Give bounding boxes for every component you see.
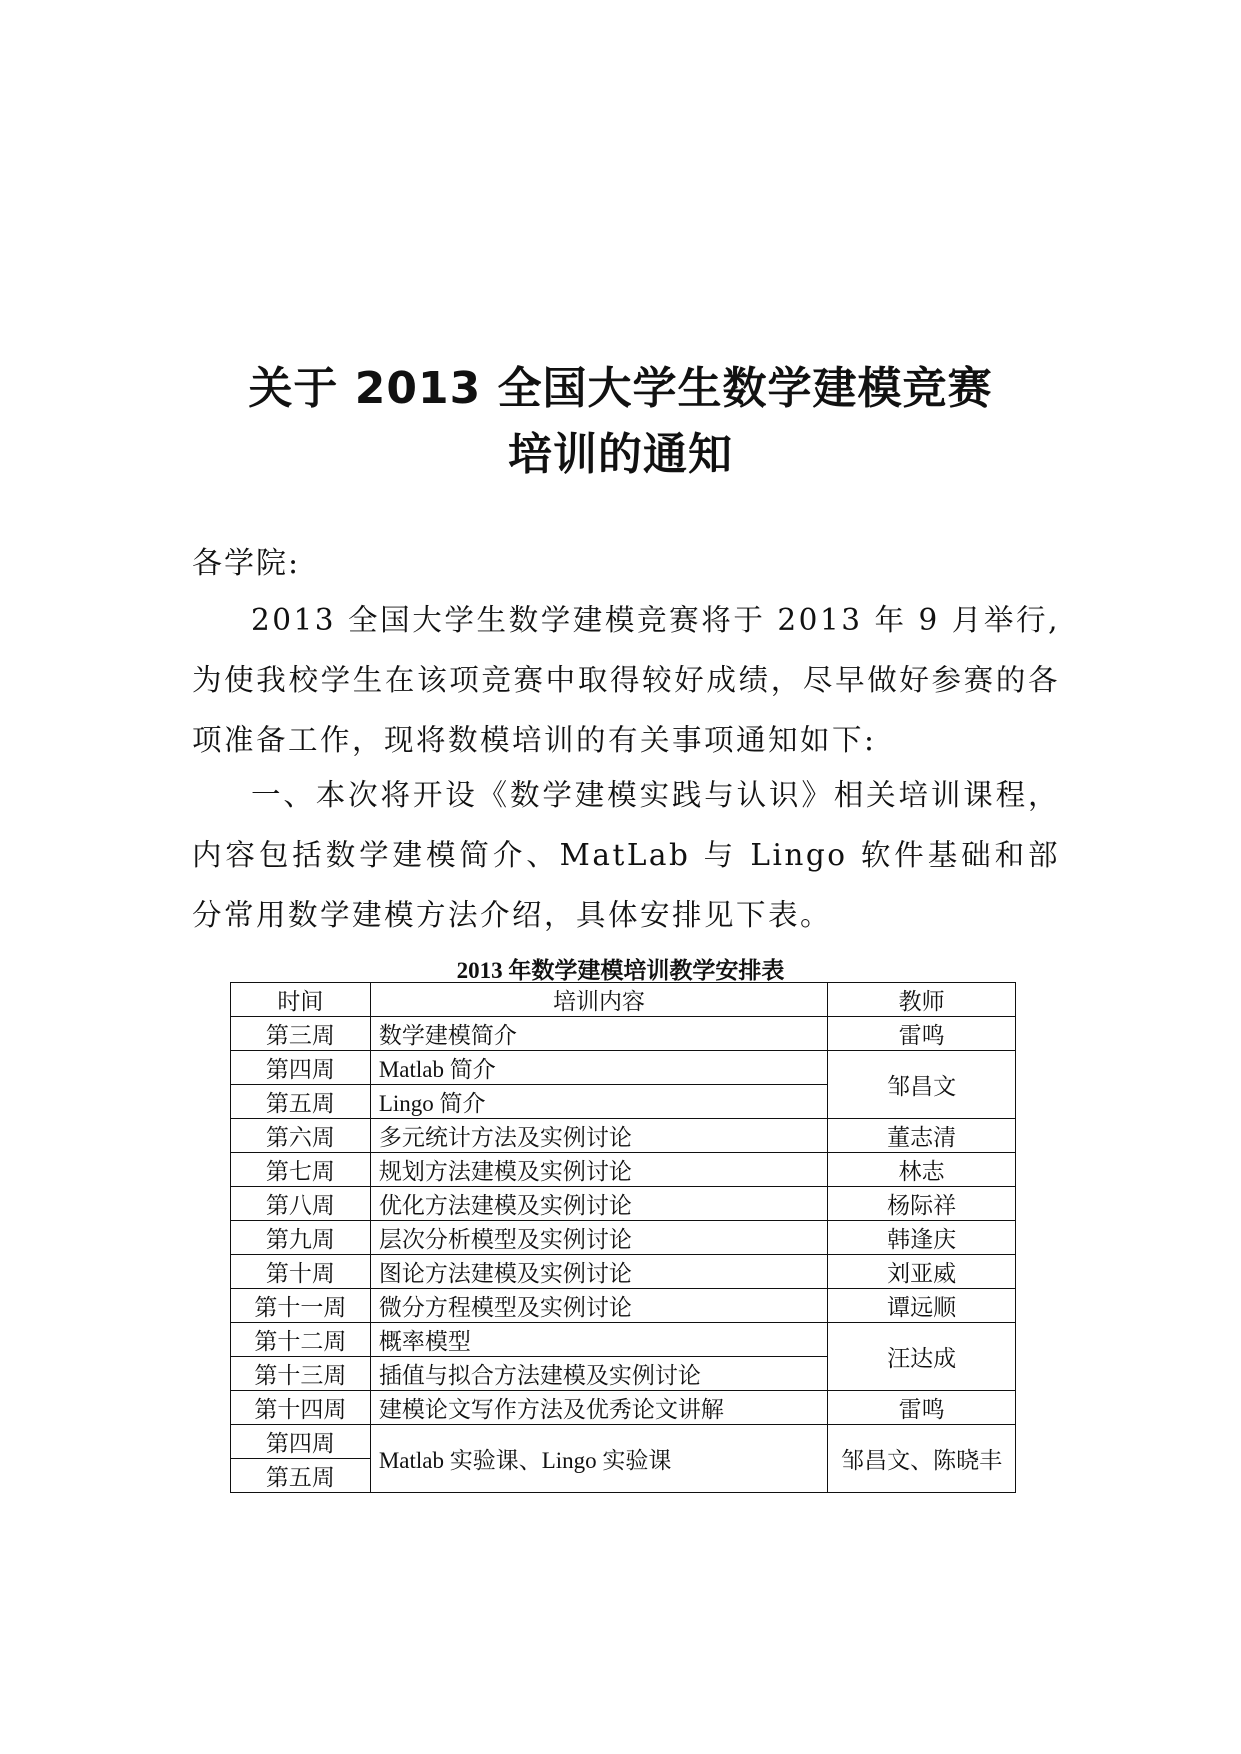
table-row	[231, 1051, 1016, 1085]
table-header-row	[231, 983, 1016, 1017]
cell-week: 第十二周	[231, 1323, 371, 1357]
table-row	[231, 1289, 1016, 1323]
cell-content: 图论方法建模及实例讨论	[370, 1255, 827, 1289]
cell-teacher: 邹昌文	[828, 1051, 1016, 1119]
cell-teacher: 雷鸣	[828, 1391, 1016, 1425]
cell-content: 建模论文写作方法及优秀论文讲解	[370, 1391, 827, 1425]
table-row	[231, 1391, 1016, 1425]
cell-teacher: 董志清	[828, 1119, 1016, 1153]
cell-teacher: 汪达成	[828, 1323, 1016, 1391]
table-caption: 2013 年数学建模培训教学安排表	[456, 958, 785, 983]
header-content: 培训内容	[370, 983, 827, 1017]
header-week: 时间	[231, 983, 371, 1017]
cell-week: 第六周	[231, 1119, 371, 1153]
table-row	[231, 1187, 1016, 1221]
cell-teacher: 刘亚威	[828, 1255, 1016, 1289]
cell-week: 第十三周	[231, 1357, 371, 1391]
cell-week: 第九周	[231, 1221, 371, 1255]
cell-week: 第十四周	[231, 1391, 371, 1425]
table-row	[231, 1425, 1016, 1459]
cell-week: 第五周	[231, 1085, 371, 1119]
cell-week: 第五周	[231, 1459, 371, 1493]
cell-teacher: 林志	[828, 1153, 1016, 1187]
paragraph-item-1: 一、本次将开设《数学建模实践与认识》相关培训课程，内容包括数学建模简介、MatLab 与 Lingo 软件基础和部分常用数学建模方法介绍，具体安排见下表。	[192, 778, 1060, 932]
cell-content: 概率模型	[370, 1323, 827, 1357]
cell-teacher: 雷鸣	[828, 1017, 1016, 1051]
table-row	[231, 1255, 1016, 1289]
cell-content: 数学建模简介	[370, 1017, 827, 1051]
cell-content: 微分方程模型及实例讨论	[370, 1289, 827, 1323]
cell-week: 第三周	[231, 1017, 371, 1051]
header-teacher: 教师	[828, 983, 1016, 1017]
table-row	[231, 1221, 1016, 1255]
cell-teacher: 邹昌文、陈晓丰	[828, 1425, 1016, 1493]
cell-teacher: 杨际祥	[828, 1187, 1016, 1221]
table-row	[231, 1119, 1016, 1153]
cell-content: Lingo 简介	[370, 1085, 827, 1119]
cell-teacher: 谭远顺	[828, 1289, 1016, 1323]
training-schedule-table	[230, 982, 1016, 1493]
document-title-line-1: 关于 2013 全国大学生数学建模竞赛	[248, 363, 993, 414]
cell-content: Matlab 实验课、Lingo 实验课	[370, 1425, 827, 1493]
table-row	[231, 1017, 1016, 1051]
cell-week: 第十周	[231, 1255, 371, 1289]
cell-content: 插值与拟合方法建模及实例讨论	[370, 1357, 827, 1391]
cell-week: 第四周	[231, 1051, 371, 1085]
document-title-line-2: 培训的通知	[508, 429, 733, 480]
cell-content: 多元统计方法及实例讨论	[370, 1119, 827, 1153]
salutation: 各学院:	[192, 546, 301, 581]
cell-content: 层次分析模型及实例讨论	[370, 1221, 827, 1255]
cell-week: 第七周	[231, 1153, 371, 1187]
cell-week: 第八周	[231, 1187, 371, 1221]
cell-week: 第四周	[231, 1425, 371, 1459]
cell-content: 规划方法建模及实例讨论	[370, 1153, 827, 1187]
cell-teacher: 韩逢庆	[828, 1221, 1016, 1255]
table-row	[231, 1153, 1016, 1187]
cell-week: 第十一周	[231, 1289, 371, 1323]
paragraph-intro: 2013 全国大学生数学建模竞赛将于 2013 年 9 月举行,为使我校学生在该项竞赛中取得较好成绩，尽早做好参赛的各项准备工作，现将数模培训的有关事项通知如下:	[192, 603, 1060, 757]
table-row	[231, 1323, 1016, 1357]
cell-content: Matlab 简介	[370, 1051, 827, 1085]
cell-content: 优化方法建模及实例讨论	[370, 1187, 827, 1221]
